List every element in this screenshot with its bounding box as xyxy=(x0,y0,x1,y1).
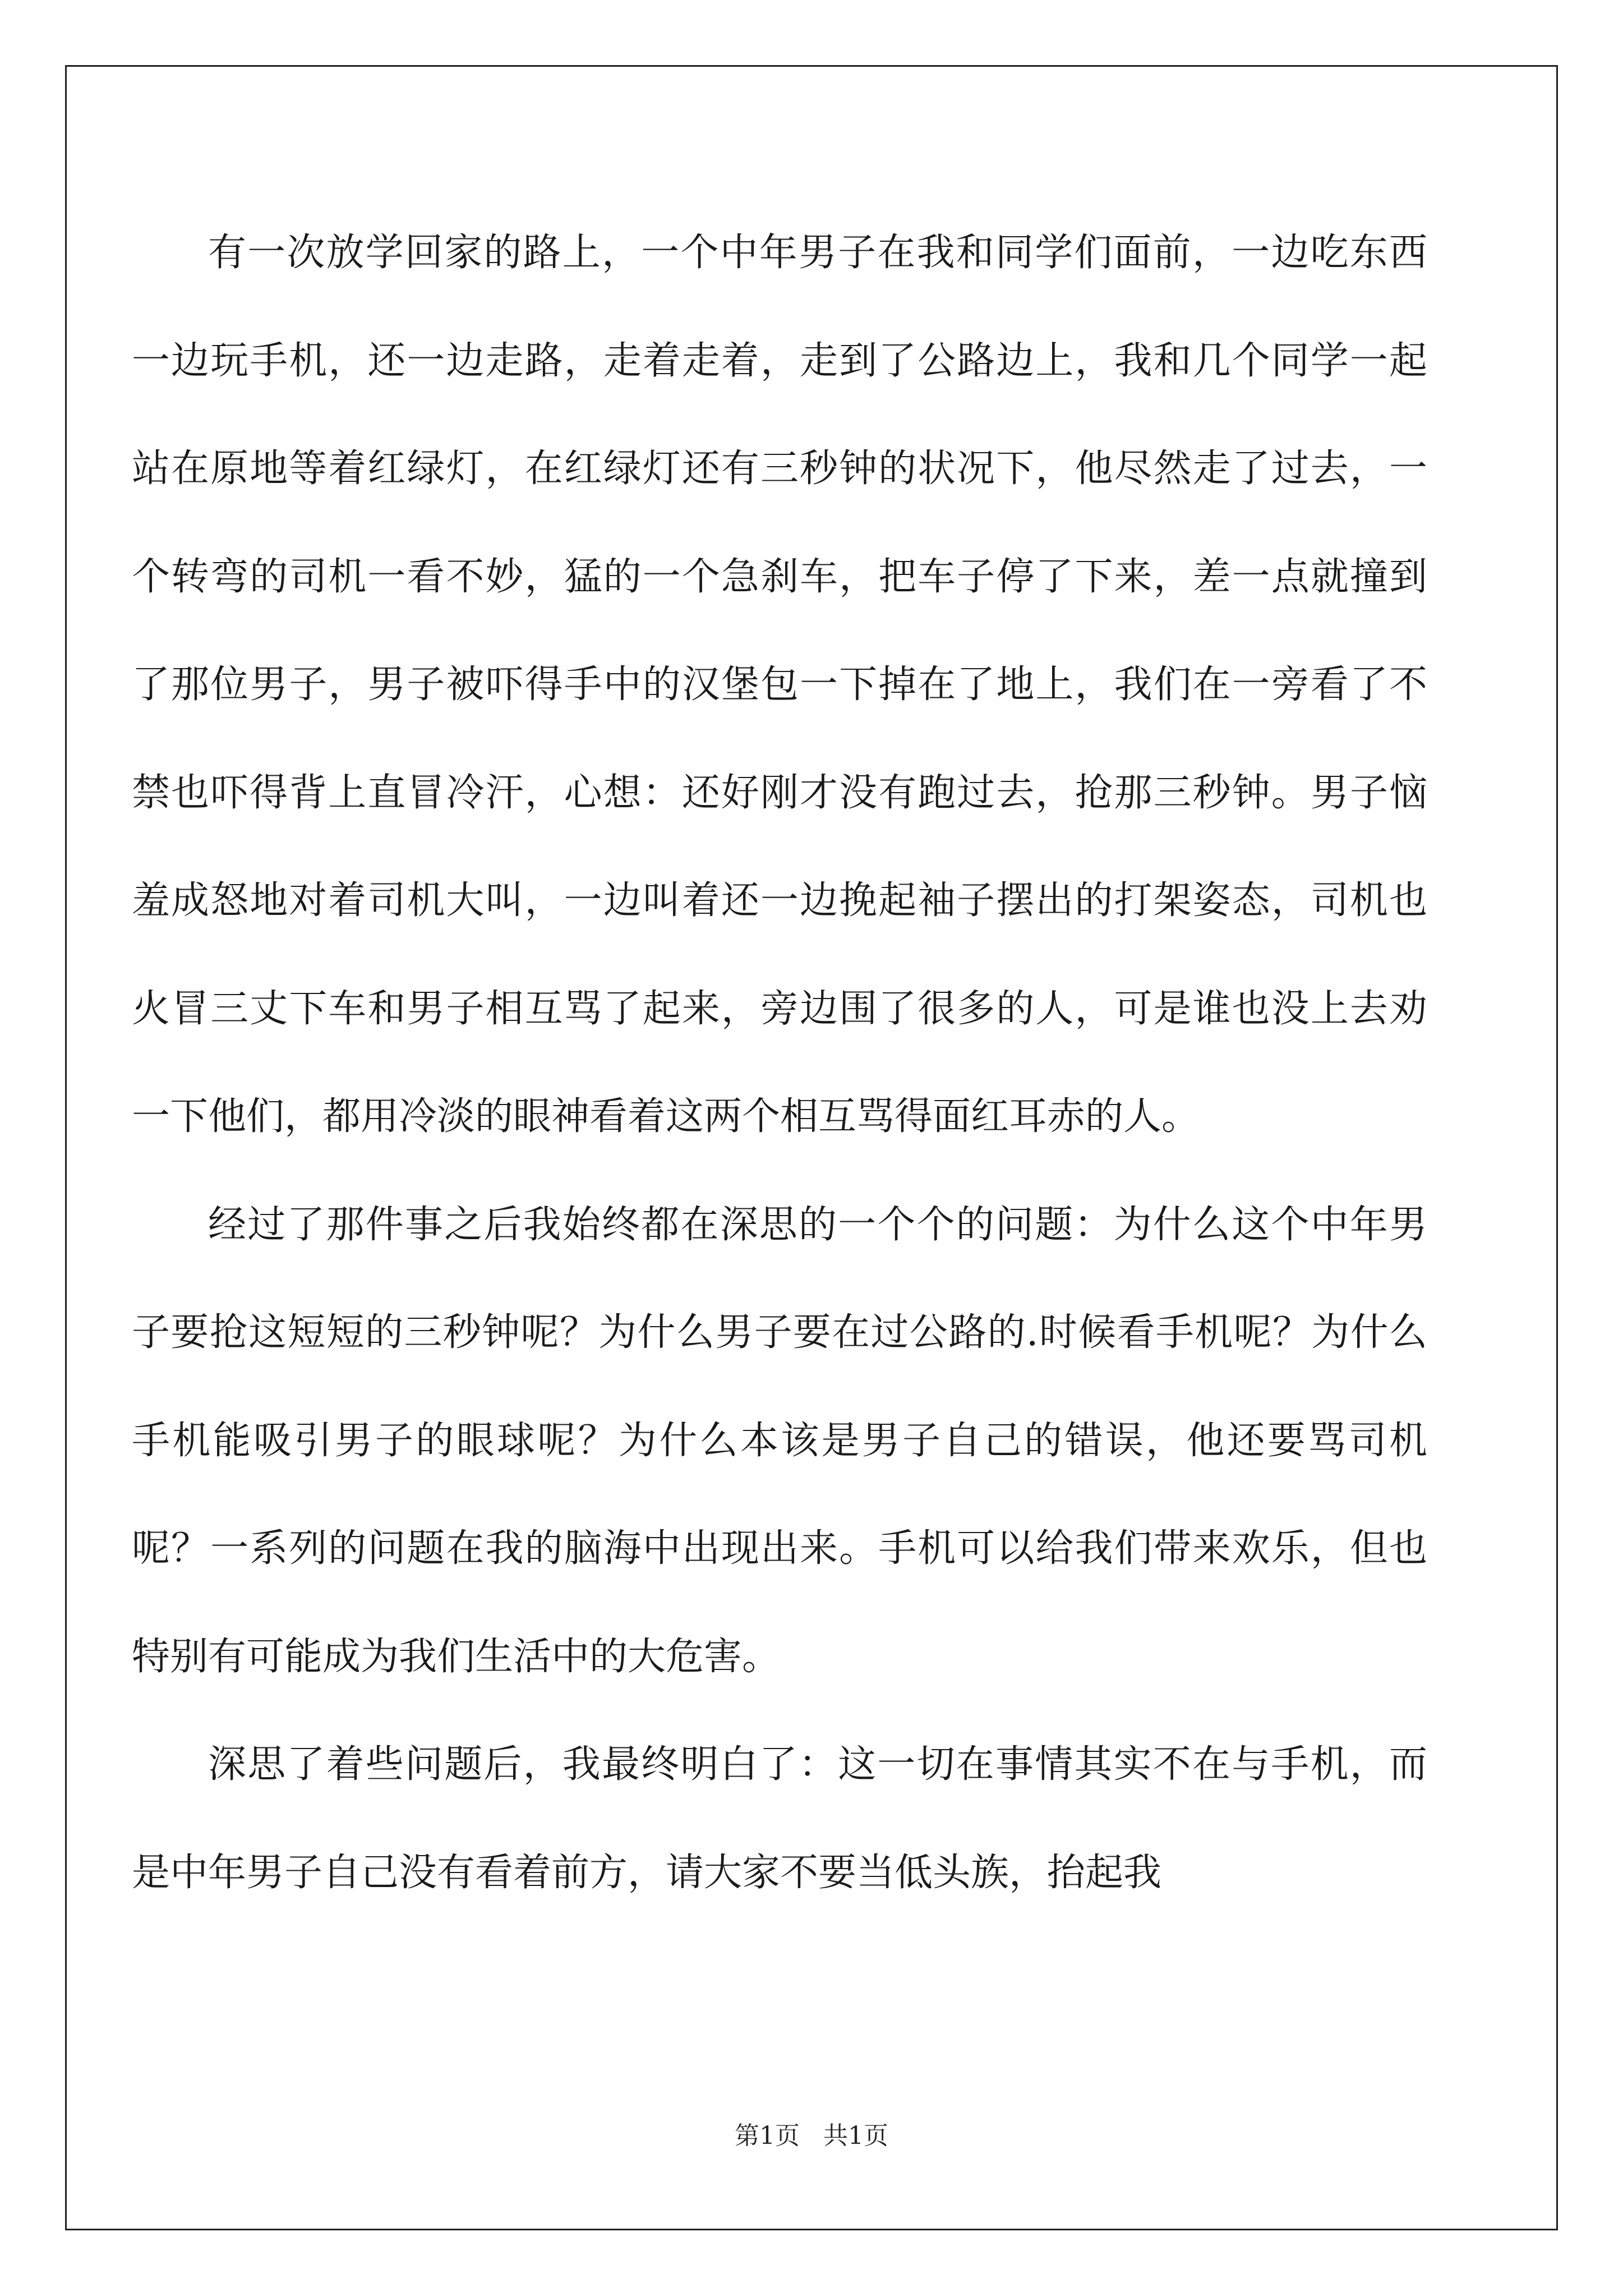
page-footer xyxy=(0,2119,1623,2153)
paragraph-1: 有一次放学回家的路上，一个中年男子在我和同学们面前，一边吃东西一边玩手机，还一边走路，走着走着，走到了公路边上，我和几个同学一起站在原地等着红绿灯，在红绿灯还有三秒钟的状况下，他尽然走了过去，一个转弯的司机一看不妙，猛的一个急刹车，把车子停了下来，差一点就撞到了那位男子，男子被吓得手中的汉堡包一下掉在了地上，我们在一旁看了不禁也吓得背上直冒冷汗，心想：还好刚才没有跑过去，抢那三秒钟。男子恼羞成怒地对着司机大叫，一边叫着还一边挽起袖子摆出的打架姿态，司机也火冒三丈下车和男子相互骂了起来，旁边围了很多的人，可是谁也没上去劝一下他们，都用冷淡的眼神看着这两个相互骂得面红耳赤的人。 xyxy=(132,231,1427,1139)
paragraph-3: 深思了着些问题后，我最终明白了：这一切在事情其实不在与手机，而是中年男子自己没有看着前方，请大家不要当低头族，抬起我 xyxy=(132,1742,1427,1895)
document-body xyxy=(132,199,1427,1927)
page-total: 共1页 xyxy=(823,2122,888,2150)
paragraph-2: 经过了那件事之后我始终都在深思的一个个的问题：为什么这个中年男子要抢这短短的三秒钟呢？为什么男子要在过公路的.时候看手机呢？为什么手机能吸引男子的眼球呢？为什么本该是男子自己的错误，他还要骂司机呢？一系列的问题在我的脑海中出现出来。手机可以给我们带来欢乐，但也特别有可能成为我们生活中的大危害。 xyxy=(132,1202,1427,1679)
footer-gap xyxy=(800,2122,823,2150)
page-number: 第1页 xyxy=(735,2122,800,2150)
